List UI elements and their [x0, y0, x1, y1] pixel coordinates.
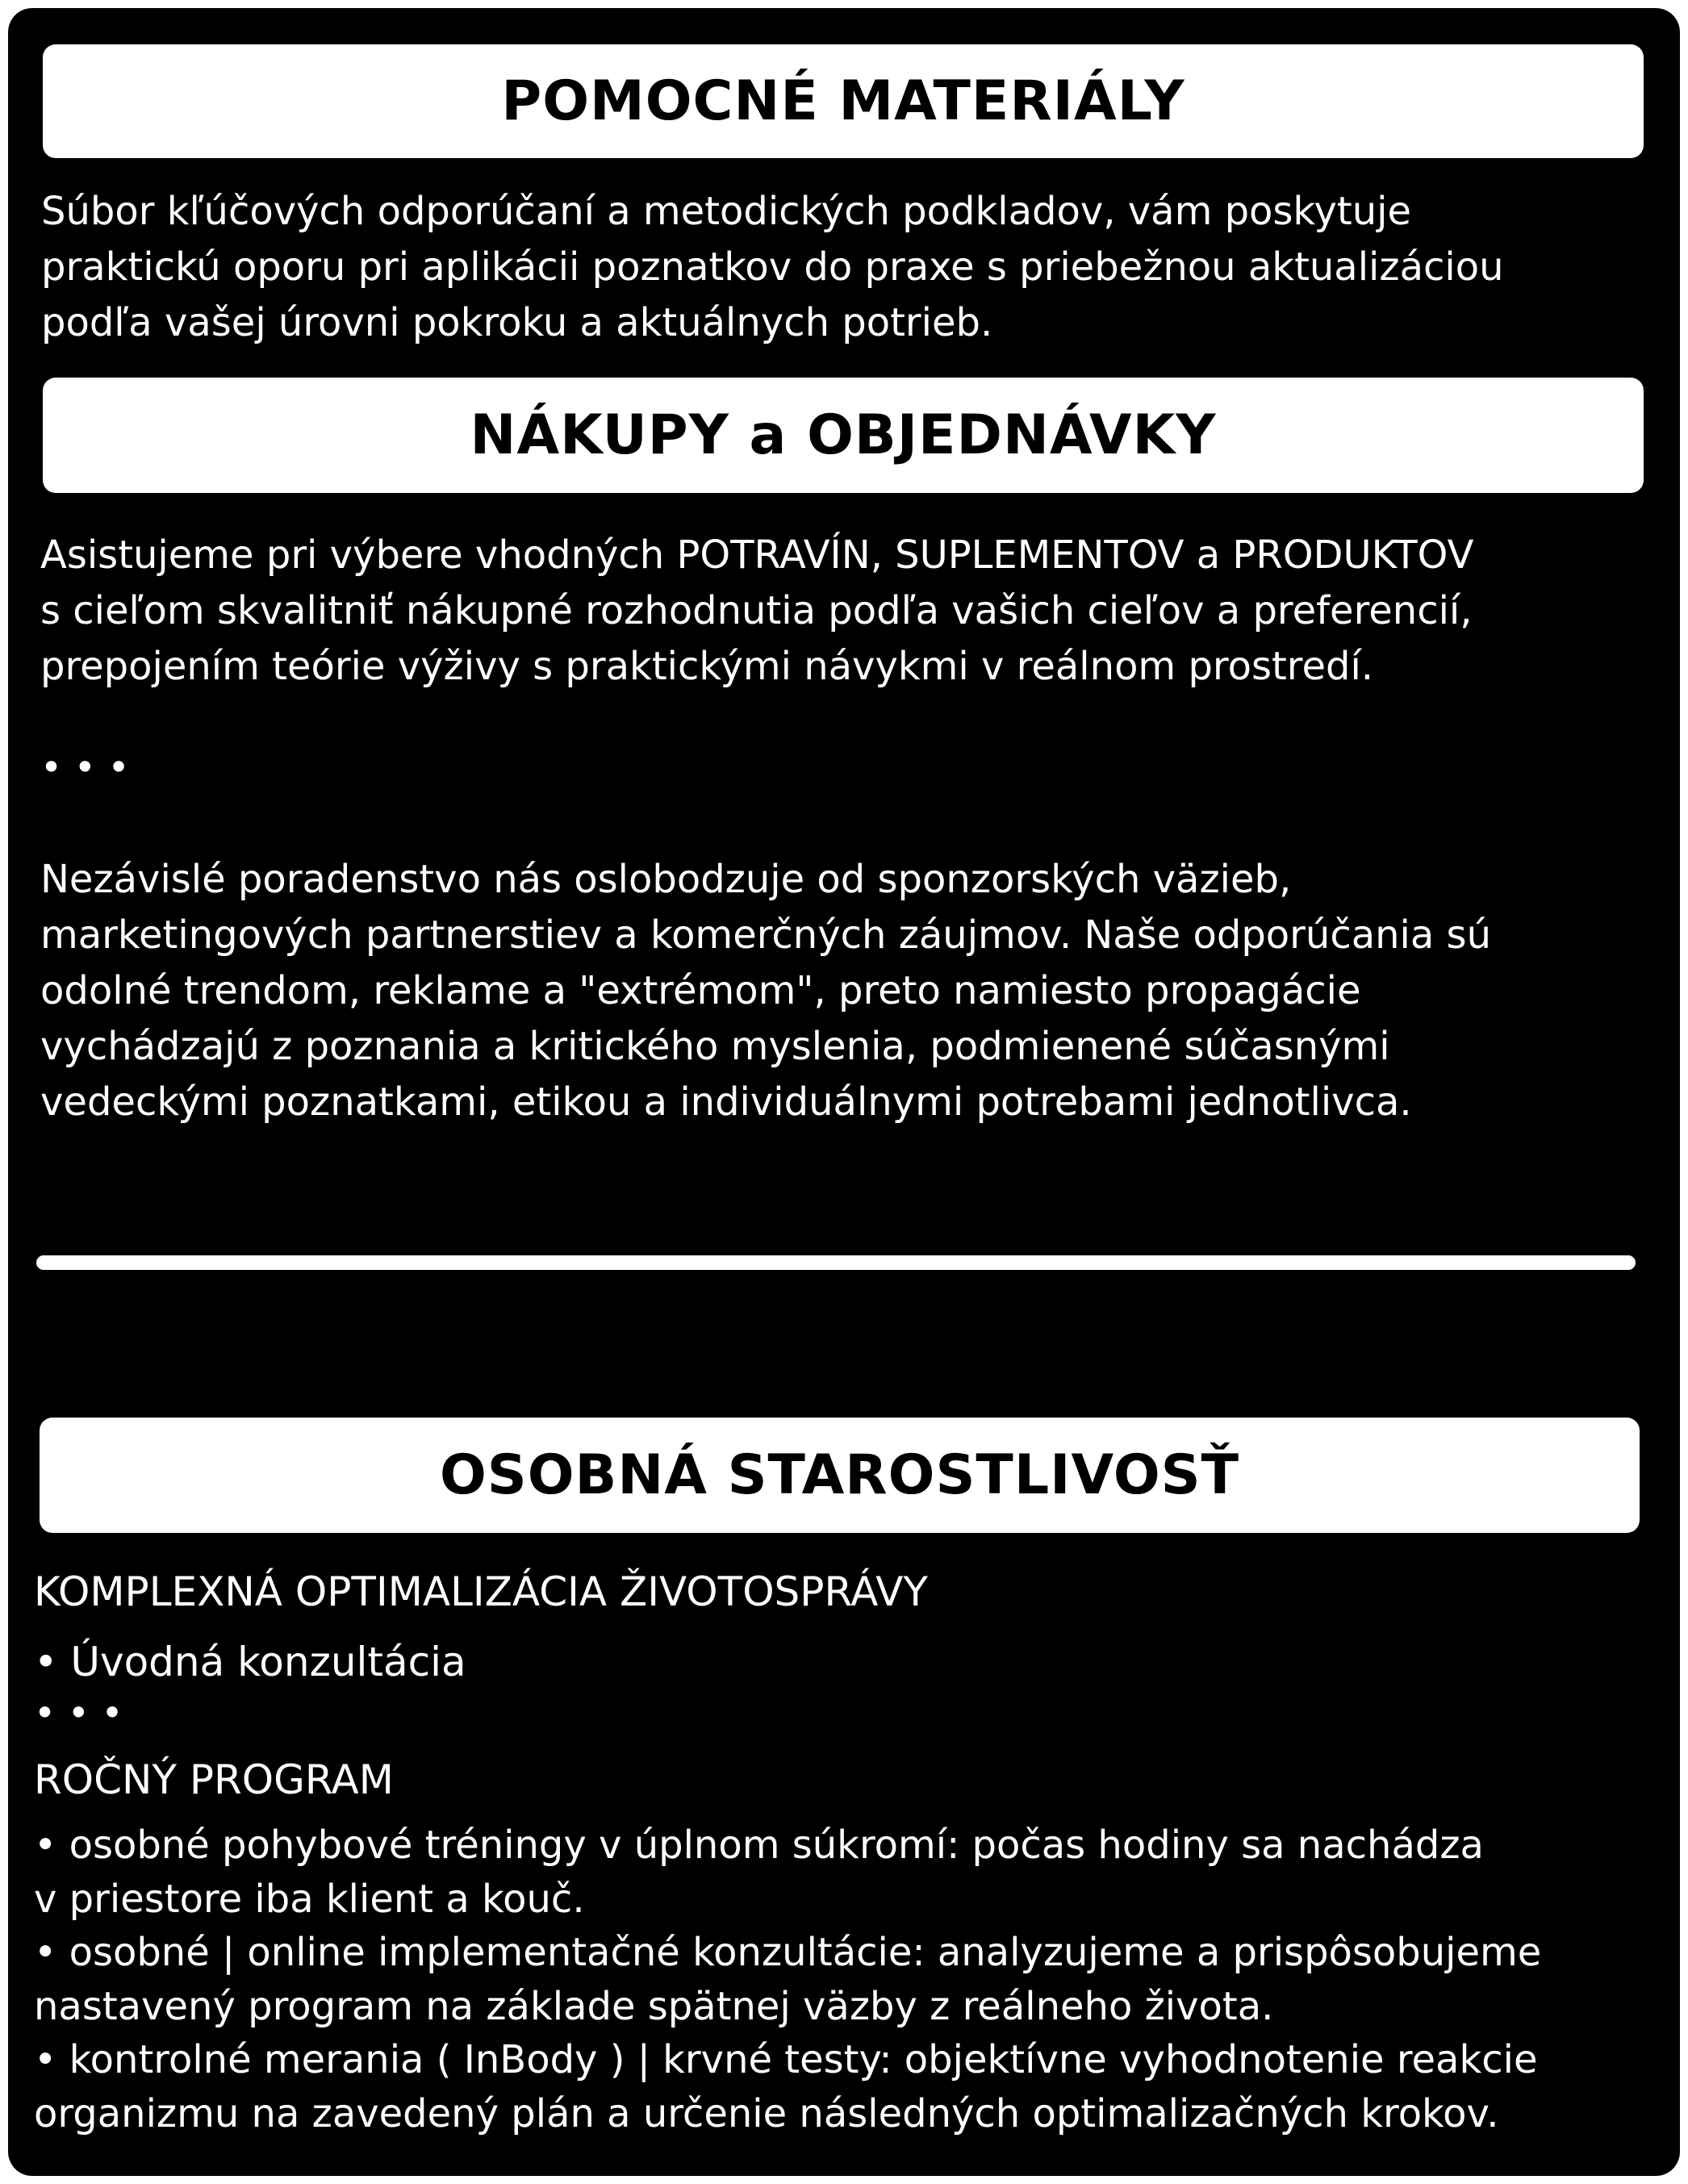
intro-consultation-item: • Úvodná konzultácia: [34, 1639, 466, 1685]
materials-line: podľa vašej úrovni pokroku a aktuálnych potrieb.: [41, 300, 993, 345]
independence-line: odolné trendom, reklame a "extrémom", preto namiesto propagácie: [40, 968, 1361, 1013]
purchases-separator: • • •: [40, 745, 130, 789]
program-line: v priestore iba klient a kouč.: [34, 1876, 585, 1922]
materials-line: praktickú oporu pri aplikácii poznatkov do praxe s priebežnou aktualizáciou: [41, 244, 1504, 290]
purchases-heading: NÁKUPY a OBJEDNÁVKY: [470, 403, 1217, 467]
annual-program-list: [34, 1819, 1541, 2141]
program-line: • osobné | online implementačné konzultácie: analyzujeme a prispôsobujeme: [34, 1930, 1542, 1976]
independence-line: vedeckými poznatkami, etikou a individuálnymi potrebami jednotlivca.: [40, 1079, 1412, 1125]
materials-line: Súbor kľúčových odporúčaní a metodických podkladov, vám poskytuje: [41, 189, 1412, 234]
independence-line: vychádzajú z poznania a kritického myslenia, podmienené súčasnými: [40, 1024, 1390, 1069]
program-line: • kontrolné merania ( InBody ) | krvné testy: objektívne vyhodnotenie reakcie: [34, 2037, 1538, 2083]
program-line: • osobné pohybové tréningy v úplnom súkromí: počas hodiny sa nachádza: [34, 1823, 1484, 1868]
personal-care-separator: • • •: [34, 1691, 123, 1735]
purchases-intro-line: Asistujeme pri výbere vhodných POTRAVÍN, SUPLEMENTOV a PRODUKTOV: [40, 532, 1474, 578]
optimization-subheading: KOMPLEXNÁ OPTIMALIZÁCIA ŽIVOTOSPRÁVY: [34, 1568, 928, 1615]
independence-line: Nezávislé poradenstvo nás oslobodzuje od sponzorských väzieb,: [40, 857, 1292, 902]
materials-paragraph: [41, 184, 1504, 351]
materials-heading: POMOCNÉ MATERIÁLY: [501, 69, 1185, 133]
purchases-intro-paragraph: [40, 528, 1473, 695]
independence-paragraph: [40, 852, 1491, 1130]
independence-line: marketingových partnerstiev a komerčných záujmov. Naše odporúčania sú: [40, 912, 1491, 958]
program-line: nastavený program na základe spätnej väzby z reálneho života.: [34, 1983, 1274, 2029]
section-divider: [36, 1255, 1636, 1270]
purchases-intro-line: prepojením teórie výživy s praktickými návykmi v reálnom prostredí.: [40, 644, 1374, 689]
purchases-intro-line: s cieľom skvalitniť nákupné rozhodnutia podľa vašich cieľov a preferencií,: [40, 588, 1473, 633]
program-line: organizmu na zavedený plán a určenie následných optimalizačných krokov.: [34, 2090, 1499, 2136]
personal-care-heading: OSOBNÁ STAROSTLIVOSŤ: [439, 1443, 1240, 1507]
materials-heading-box: [43, 44, 1644, 158]
annual-program-title: ROČNÝ PROGRAM: [34, 1756, 394, 1803]
purchases-heading-box: [43, 378, 1644, 493]
personal-care-heading-box: [40, 1418, 1640, 1533]
